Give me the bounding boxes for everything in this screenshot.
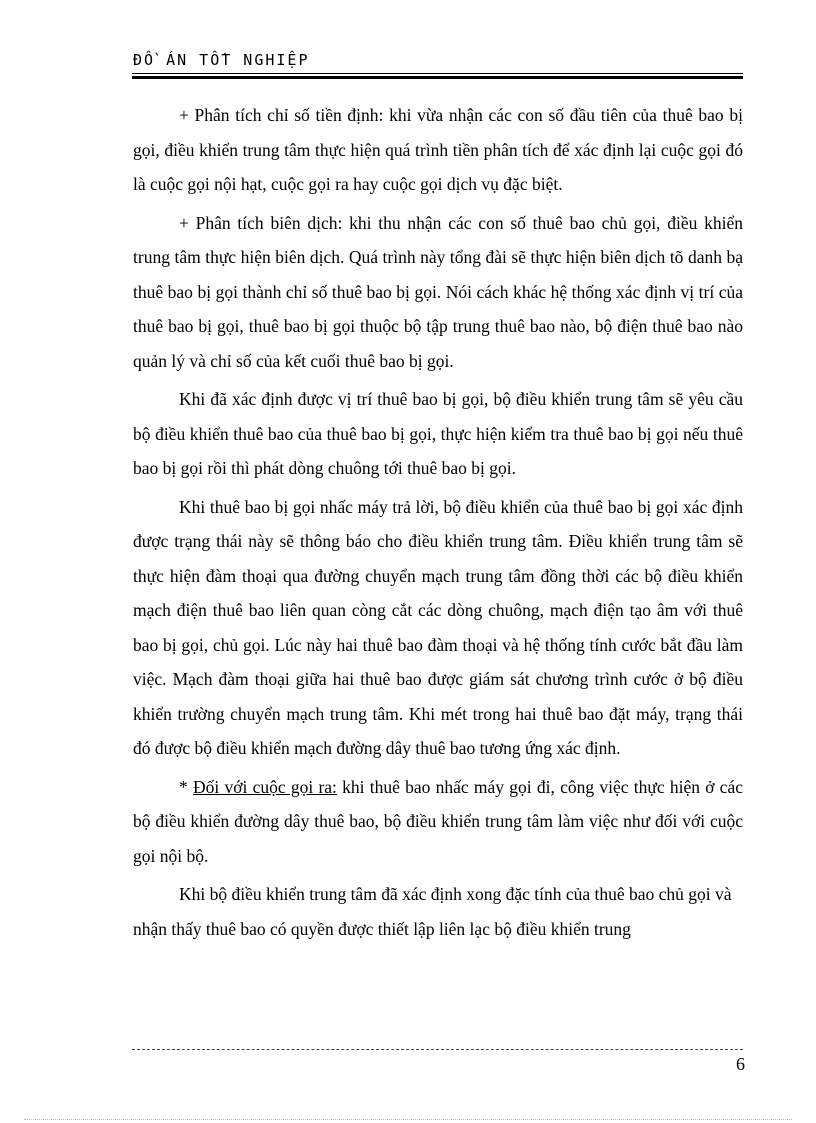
page-bottom-border — [24, 1119, 792, 1120]
paragraph-caller-characteristics: Khi bộ điều khiển trung tâm đã xác định xong đặc tính của thuê bao chủ gọi và nhận thấy thuê bao có quyền được thiết lập liên lạc bộ điều khiển trung — [133, 884, 732, 939]
paragraph-outgoing-calls — [133, 770, 743, 874]
paragraph-called-subscriber-answers: Khi thuê bao bị gọi nhấc máy trả lời, bộ điều khiển của thuê bao bị gọi xác định được trạng thái này sẽ thông báo cho điều khiển trung tâm. Điều khiển trung tâm sẽ thực hiện đàm thoại qua đường chuyển mạch trung tâm đồng thời các bộ điều khiển mạch điện thuê bao liên quan còng cắt các dòng chuông, mạch điện tạo âm với thuê bao bị gọi, chủ gọi. Lúc này hai thuê bao đàm thoại và hệ thống tính cước bắt đầu làm việc. Mạch đàm thoại giữa hai thuê bao được giám sát chương trình cước ở bộ điều khiển trường chuyển mạch trung tâm. Khi mét trong hai thuê bao đặt máy, trạng thái đó được bộ điều khiển mạch đường dây thuê bao tương ứng xác định. — [133, 496, 743, 758]
document-body — [133, 98, 743, 950]
header-title: ĐỒ ÁN TỐT NGHIỆP — [133, 51, 310, 69]
header-divider-thin — [132, 73, 743, 74]
paragraph-called-subscriber-located: Khi đã xác định được vị trí thuê bao bị gọi, bộ điều khiển trung tâm sẽ yêu cầu bộ điều khiển thuê bao của thuê bao bị gọi, thực hiện kiểm tra thuê bao bị gọi nếu thuê bao bị gọi rồi thì phát dòng chuông tới thuê bao bị gọi. — [133, 389, 743, 478]
outgoing-calls-text: khi thuê bao nhấc máy gọi đi, công việc thực hiện ở các bộ điều khiển đường dây thuê bao, bộ điều khiển trung tâm làm việc như đối với cuộc gọi nội bộ. — [133, 776, 743, 866]
header-divider-thick — [132, 76, 743, 79]
paragraph-translation-analysis: + Phân tích biên dịch: khi thu nhận các con số thuê bao chủ gọi, điều khiển trung tâm thực hiện biên dịch. Quá trình này tổng đài sẽ thực hiện biên dịch tõ danh bạ thuê bao bị gọi thành chỉ số thuê bao bị gọi. Nói cách khác hệ thống xác định vị trí của thuê bao bị gọi, thuê bao bị gọi thuộc bộ tập trung thuê bao nào, bộ điện thuê bao nào quản lý và chỉ số của kết cuối thuê bao bị gọi. — [133, 212, 743, 371]
outgoing-calls-heading: Đối với cuộc gọi ra: — [193, 776, 337, 797]
footer-divider — [132, 1049, 743, 1050]
outgoing-calls-prefix: * — [179, 776, 193, 797]
paragraph-predetermined-analysis: + Phân tích chỉ số tiền định: khi vừa nhận các con số đầu tiên của thuê bao bị gọi, điều khiển trung tâm thực hiện quá trình tiền phân tích để xác định lại cuộc gọi đó là cuộc gọi nội hạt, cuộc gọi ra hay cuộc gọi dịch vụ đặc biệt. — [133, 105, 743, 194]
page-number: 6 — [736, 1054, 745, 1074]
